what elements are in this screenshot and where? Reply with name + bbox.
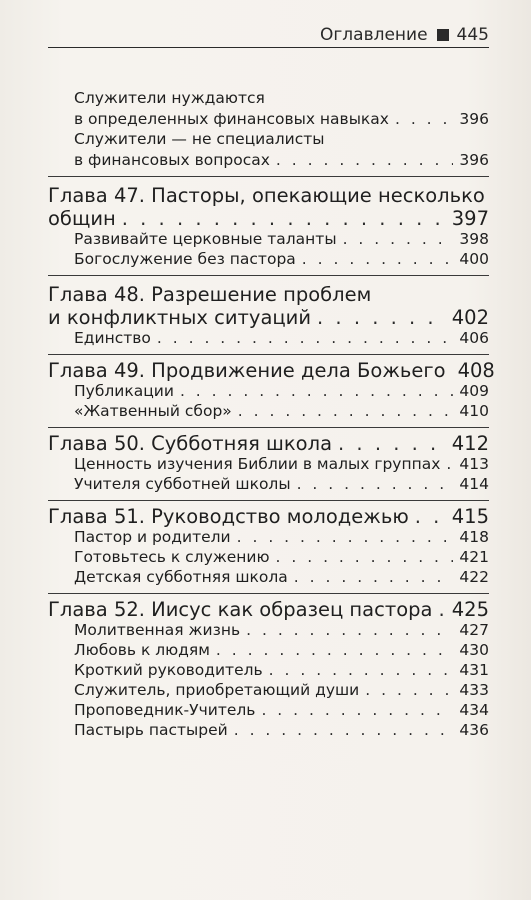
entry-title: Пастор и родители xyxy=(74,528,231,546)
dot-leader xyxy=(302,249,454,269)
entry-title: общин xyxy=(48,207,116,230)
entry-leader-row xyxy=(74,640,489,660)
entry-leader-row xyxy=(74,527,489,547)
entry-title: Пастырь пастырей xyxy=(74,721,228,739)
dot-leader xyxy=(338,434,446,454)
entry-page-number: 431 xyxy=(459,661,489,679)
entry-leader-row xyxy=(74,109,489,129)
entry-title: Служитель, приобретающий души xyxy=(74,681,360,699)
entry-title: Глава 51. Руководство молодежью xyxy=(48,505,409,528)
entry-leader-row xyxy=(48,434,489,454)
entry-page-number: 396 xyxy=(459,110,489,128)
entry-page-number: 397 xyxy=(451,207,489,230)
entry-title: Проповедник-Учитель xyxy=(74,701,256,719)
toc-section-entry[interactable] xyxy=(48,129,489,170)
entry-page-number: 436 xyxy=(459,721,489,739)
entry-page-number: 421 xyxy=(459,548,489,566)
entry-leader-row xyxy=(74,249,489,269)
dot-leader xyxy=(446,454,453,474)
entry-page-number: 402 xyxy=(451,306,489,329)
dot-leader xyxy=(294,567,454,587)
entry-leader-row xyxy=(74,454,489,474)
entry-leader-row xyxy=(74,474,489,494)
toc-section-entry[interactable] xyxy=(48,700,489,720)
toc-section-entry[interactable] xyxy=(48,620,489,640)
chapter-divider xyxy=(48,354,489,355)
entry-page-number: 415 xyxy=(451,505,489,528)
entry-title: Детская субботняя школа xyxy=(74,568,288,586)
entry-leader-row xyxy=(74,381,489,401)
entry-leader-row xyxy=(74,720,489,740)
entry-page-number: 418 xyxy=(459,528,489,546)
toc-section-entry[interactable] xyxy=(48,454,489,474)
entry-title: в финансовых вопросах xyxy=(74,151,270,169)
entry-page-number: 412 xyxy=(451,432,489,455)
toc-section-entry[interactable] xyxy=(48,328,489,348)
running-head-title: Оглавление xyxy=(319,25,428,45)
dot-leader xyxy=(216,640,453,660)
toc-section-entry[interactable] xyxy=(48,249,489,269)
entry-leader-row xyxy=(48,308,489,328)
entry-title: Любовь к людям xyxy=(74,641,210,659)
entry-page-number: 406 xyxy=(459,329,489,347)
entry-title: Единство xyxy=(74,329,151,347)
dot-leader xyxy=(237,527,454,547)
square-bullet-icon xyxy=(437,29,449,41)
entry-page-number: 433 xyxy=(459,681,489,699)
toc-section-entry[interactable] xyxy=(48,660,489,680)
entry-page-number: 434 xyxy=(459,701,489,719)
toc-section-entry[interactable] xyxy=(48,680,489,700)
entry-page-number: 414 xyxy=(459,475,489,493)
entry-page-number: 409 xyxy=(459,382,489,400)
entry-page-number: 422 xyxy=(459,568,489,586)
entry-page-number: 430 xyxy=(459,641,489,659)
entry-title: Молитвенная жизнь xyxy=(74,621,241,639)
entry-leader-row xyxy=(48,359,495,382)
toc-section-entry[interactable] xyxy=(48,88,489,129)
dot-leader xyxy=(276,150,454,170)
entry-title: Богослужение без пастора xyxy=(74,250,296,268)
toc-chapter-entry[interactable] xyxy=(48,359,495,382)
entry-page-number: 396 xyxy=(459,151,489,169)
dot-leader xyxy=(438,600,445,620)
toc-chapter-entry[interactable] xyxy=(48,507,489,527)
entry-title: Кроткий руководитель xyxy=(74,661,263,679)
dot-leader xyxy=(317,308,446,328)
toc-section-entry[interactable] xyxy=(48,640,489,660)
dot-leader xyxy=(261,700,453,720)
dot-leader xyxy=(238,401,454,421)
entry-leader-row xyxy=(74,150,489,170)
entry-title-line: Глава 47. Пасторы, опекающие несколько xyxy=(48,184,485,207)
entry-title-line: Служители — не специалисты xyxy=(74,130,325,148)
entry-page-number: 427 xyxy=(459,621,489,639)
dot-leader xyxy=(297,474,454,494)
entry-title: Учителя субботней школы xyxy=(74,475,291,493)
toc-section-entry[interactable] xyxy=(48,567,489,587)
chapter-divider xyxy=(48,176,489,177)
toc-section-entry[interactable] xyxy=(48,720,489,740)
entry-title: Публикации xyxy=(74,382,174,400)
entry-leader-row xyxy=(74,229,489,249)
table-of-contents xyxy=(48,88,495,740)
toc-chapter-entry[interactable] xyxy=(48,600,489,620)
chapter-divider xyxy=(48,427,489,428)
toc-chapter-entry[interactable] xyxy=(48,183,489,229)
dot-leader xyxy=(122,209,446,229)
entry-leader-row xyxy=(74,700,489,720)
toc-chapter-entry[interactable] xyxy=(48,434,489,454)
toc-chapter-entry[interactable] xyxy=(48,282,489,328)
entry-leader-row xyxy=(74,660,489,680)
dot-leader xyxy=(234,720,454,740)
dot-leader xyxy=(180,381,453,401)
running-head-page-number: 445 xyxy=(456,25,489,45)
entry-title: в определенных финансовых навыках xyxy=(74,110,389,128)
entry-leader-row xyxy=(74,567,489,587)
dot-leader xyxy=(365,680,453,700)
toc-section-entry[interactable] xyxy=(48,401,489,421)
entry-leader-row xyxy=(74,620,489,640)
entry-title: «Жатвенный сбор» xyxy=(74,402,232,420)
dot-leader xyxy=(157,328,454,348)
entry-page-number: 425 xyxy=(451,598,489,621)
dot-leader xyxy=(276,547,454,567)
entry-page-number: 408 xyxy=(457,359,495,382)
header-rule xyxy=(48,47,489,48)
dot-leader xyxy=(395,109,453,129)
toc-section-entry[interactable] xyxy=(48,381,489,401)
entry-leader-row xyxy=(74,328,489,348)
entry-title: Глава 49. Продвижение дела Божьего xyxy=(48,359,446,382)
entry-page-number: 410 xyxy=(459,402,489,420)
running-head xyxy=(48,22,489,48)
entry-leader-row xyxy=(74,547,489,567)
toc-section-entry[interactable] xyxy=(48,229,489,249)
entry-title-line: Глава 48. Разрешение проблем xyxy=(48,283,372,306)
entry-leader-row xyxy=(48,507,489,527)
entry-title: Глава 52. Иисус как образец пастора xyxy=(48,598,433,621)
entry-title-line: Служители нуждаются xyxy=(74,89,265,107)
entry-title: Глава 50. Субботняя школа xyxy=(48,432,333,455)
chapter-divider xyxy=(48,593,489,594)
toc-section-entry[interactable] xyxy=(48,474,489,494)
entry-title: Развивайте церковные таланты xyxy=(74,230,337,248)
entry-title: Ценность изучения Библии в малых группах xyxy=(74,455,441,473)
dot-leader xyxy=(246,620,453,640)
entry-leader-row xyxy=(48,209,489,229)
chapter-divider xyxy=(48,500,489,501)
entry-leader-row xyxy=(74,401,489,421)
entry-leader-row xyxy=(48,600,489,620)
dot-leader xyxy=(269,660,454,680)
entry-page-number: 413 xyxy=(459,455,489,473)
dot-leader xyxy=(415,507,446,527)
toc-section-entry[interactable] xyxy=(48,547,489,567)
entry-page-number: 398 xyxy=(459,230,489,248)
entry-leader-row xyxy=(74,680,489,700)
entry-title: и конфликтных ситуаций xyxy=(48,306,312,329)
entry-page-number: 400 xyxy=(459,250,489,268)
entry-title: Готовьтесь к служению xyxy=(74,548,270,566)
toc-section-entry[interactable] xyxy=(48,527,489,547)
chapter-divider xyxy=(48,275,489,276)
dot-leader xyxy=(343,229,454,249)
